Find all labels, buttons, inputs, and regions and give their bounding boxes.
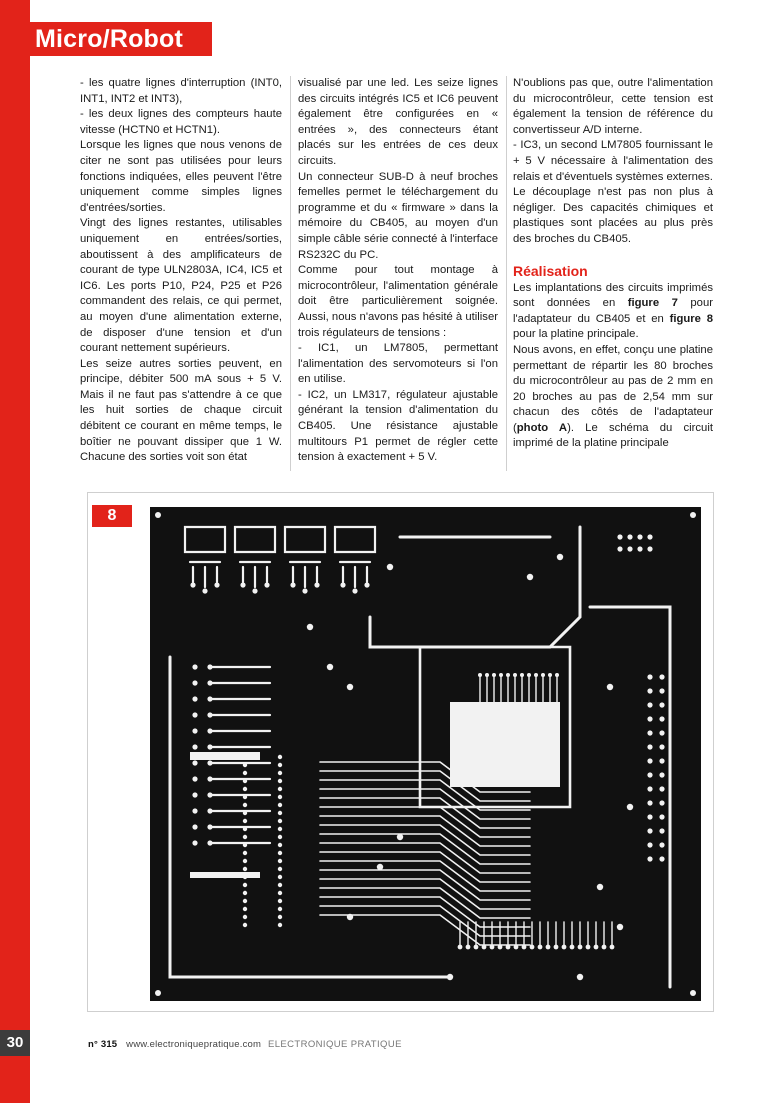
paragraph: N'oublions pas que, outre l'alimentation du microcontrôleur, cette tension est également la tension de référence du convertisseur A/D interne. [513, 77, 713, 136]
paragraph: visualisé par une led. Les seize lignes des circuits intégrés IC5 et IC6 peuvent également être configurées en « entrées », des connecteurs étant placés sur les entrées de ces deux circuits. [298, 77, 498, 167]
page-number: 30 [0, 1030, 30, 1056]
paragraph [513, 281, 713, 343]
figure-number-badge: 8 [92, 505, 132, 527]
paragraph: - IC1, un LM7805, permettant l'alimentation des servomoteurs si l'on en utilise. [298, 342, 498, 386]
website-url: www.electroniquepratique.com [126, 1039, 262, 1050]
text-run: ). Le schéma du circuit imprimé de la platine principale [513, 421, 713, 450]
page-footer [88, 1039, 402, 1050]
photo-ref: photo A [516, 421, 568, 434]
paragraph: - IC3, un second LM7805 fournissant le + 5 V nécessaire à l'alimentation des relais et d'éventuels systèmes externes. [513, 139, 713, 183]
paragraph [513, 343, 713, 452]
paragraph: - IC2, un LM317, régulateur ajustable générant la tension d'alimentation du CB405. Une résistance ajustable multitours P1 permet de régler cette tension à exactement + 5 V. [298, 388, 498, 464]
text-column-2 [298, 76, 498, 466]
paragraph: Les seize autres sorties peuvent, en principe, débiter 500 mA sous + 5 V. Mais il ne faut pas s'attendre à ce que les huit sorties de chaque circuit débitent ce courant en même temps, le boîtier ne pouvant dissiper que 1 W. Chacune des sorties voit son état [80, 357, 282, 464]
column-divider [506, 76, 507, 471]
paragraph: Lorsque les lignes que nous venons de citer ne sont pas utilisées pour leurs fonctions indiquées, elles peuvent l'être uniquement comme simples lignes d'entrées/sorties. [80, 139, 282, 214]
paragraph: Un connecteur SUB-D à neuf broches femelles permet le téléchargement du programme et du « firmware » dans la mémoire du CB405, au moyen d'un simple câble série connecté à l'interface RS232C du PC. [298, 170, 498, 261]
left-accent-bar [0, 0, 30, 1103]
paragraph: - les quatre lignes d'interruption (INT0, INT1, INT2 et INT3), [80, 77, 282, 105]
column-divider [290, 76, 291, 471]
text-column-1 [80, 76, 282, 466]
text-run: pour l'adaptateur du CB405 et en [513, 297, 713, 325]
text-run: Nous avons, en effet, conçu une platine permettant de répartir les 80 broches du microcontrôleur au pas de 2 mm en 20 broches au pas de 2,54 mm sur chacun des côtés de l'adaptateur ( [513, 343, 713, 434]
text-run: Les implantations des circuits imprimés sont données en [513, 281, 713, 310]
paragraph: - les deux lignes des compteurs haute vitesse (HCTN0 et HCTN1). [80, 108, 282, 136]
magazine-name: ELECTRONIQUE PRATIQUE [267, 1039, 402, 1050]
text-column-3 [513, 76, 713, 452]
text-run: pour la platine principale. [513, 328, 639, 341]
figure-ref: figure 8 [669, 312, 713, 325]
paragraph: Le découplage n'est pas non plus à négliger. Des capacités chimiques et plastiques sont placées au plus près des broches du CB405. [513, 186, 713, 245]
section-header: Micro/Robot [26, 22, 212, 56]
paragraph: Vingt des lignes restantes, utilisables uniquement en entrées/sorties, aboutissent à des amplificateurs de courant de type ULN2803A, IC4, IC5 et IC6. Les ports P10, P24, P25 et P26 commandent des relais, ce qui permet, au moyen d'une alimentation externe, de disposer d'une tension et d'un courant nettement supérieurs. [80, 217, 282, 355]
paragraph: Comme pour tout montage à microcontrôleur, l'alimentation générale doit être particulièrement soignée. Aussi, nous n'avons pas hésité à utiliser trois régulateurs de tensions : [298, 264, 498, 339]
pcb-layout-image [150, 507, 701, 1001]
figure-ref: figure 7 [627, 297, 678, 310]
section-title: Réalisation [513, 262, 588, 279]
issue-number: n° 315 [88, 1039, 118, 1050]
